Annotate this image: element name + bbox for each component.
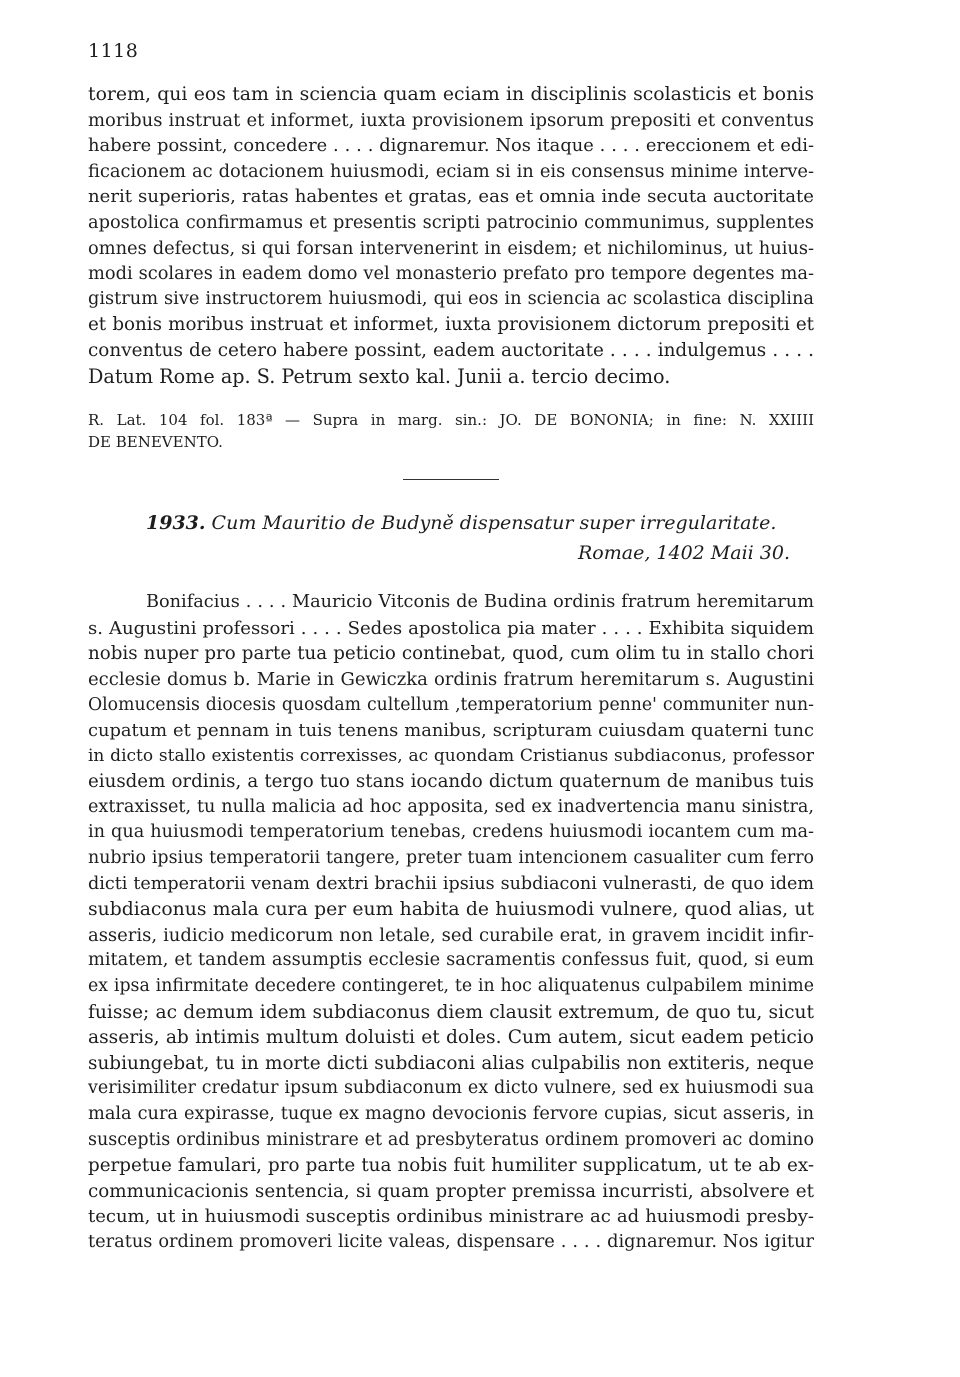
text-line: modi scolares in eadem domo vel monasterio prefato pro tempore degentes ma-	[88, 263, 814, 285]
text-line: ex ipsa infirmitate decedere contingeret, te in hoc aliquatenus culpabilem minime	[88, 976, 814, 997]
text-line: moribus instruat et informet, iuxta provisionem ipsorum prepositi et conventus	[88, 109, 814, 131]
text-line: cupatum et pennam in tuis tenens manibus, scripturam cuiusdam quaterni tunc	[88, 720, 814, 742]
text-line: Olomucensis diocesis quosdam cultellum ‚temperatorium penne' communiter nun-	[88, 694, 814, 715]
text-line: omnes defectus, si qui forsan intervenerint in eisdem; et nichilominus, ut huius-	[88, 237, 814, 259]
text-line: mala cura expirasse, tuque ex magno devocionis fervore cupias, sicut asseris, in	[88, 1104, 814, 1124]
text-line: Datum Rome ap. S. Petrum sexto kal. Junii a. tercio decimo.	[88, 364, 671, 388]
paragraph-document-text	[88, 590, 814, 1255]
page-number: 1118	[88, 40, 139, 62]
text-line: nerit superioris, ratas habentes et gratas, eas et omnia inde secuta auctoritate	[88, 186, 814, 208]
text-line: s. Augustini professori . . . . Sedes apostolica pia mater . . . . Exhibita siquidem	[88, 617, 814, 639]
text-line: tecum, ut in huiusmodi susceptis ordinibus ministrare ac ad huiusmodi presby-	[88, 1206, 814, 1228]
text-line: asseris, iudicio medicorum non letale, sed curabile erat, in gravem incidit infir-	[88, 924, 814, 946]
note-line: R. Lat. 104 fol. 183ª — Supra in marg. sin.: JO. DE BONONIA; in fine: N. XXIIII	[88, 411, 814, 430]
text-line: verisimiliter credatur ipsum subdiaconum ex dicto vulnere, sed ex huiusmodi sua	[88, 1078, 814, 1099]
text-line: et bonis moribus instruat et informet, iuxta provisionem dictorum prepositi et	[88, 314, 814, 336]
text-line: nobis nuper pro parte tua peticio continebat, quod, cum olim tu in stallo chori	[88, 643, 814, 665]
text-line: susceptis ordinibus ministrare et ad presbyteratus ordinem promoveri ac domino	[88, 1129, 814, 1150]
text-line: mitatem, et tandem assumptis ecclesie sacramentis confessus fuit, quod, si eum	[88, 950, 814, 971]
text-line: communicacionis sentencia, si quam propter premissa incurristi, absolvere et	[88, 1180, 814, 1202]
text-line: subdiaconus mala cura per eum habita de huiusmodi vulnere, quod alias, ut	[88, 899, 814, 921]
text-line: gistrum sive instructorem huiusmodi, qui eos in sciencia ac scolastica disciplina	[88, 288, 814, 309]
note-line: DE BENEVENTO.	[88, 433, 223, 452]
text-line: nubrio ipsius temperatorii tangere, preter tuam intencionem casualiter cum ferro	[88, 848, 814, 869]
text-line: dicti temperatorii venam dextri brachii ipsius subdiaconi vulnerasti, de quo idem	[88, 873, 814, 894]
text-line: fuisse; ac demum idem subdiaconus diem clausit extremum, de quo tu, sicut	[88, 1001, 814, 1023]
text-line: in qua huiusmodi temperatorium tenebas, credens huiusmodi iocantem cum ma-	[88, 822, 814, 843]
text-line: perpetue famulari, pro parte tua nobis fuit humiliter supplicatum, ut te ab ex-	[88, 1155, 814, 1177]
section-divider	[403, 479, 499, 480]
text-line: Bonifacius . . . . Mauricio Vitconis de Budina ordinis fratrum heremitarum	[146, 592, 814, 613]
document-heading	[88, 512, 814, 534]
text-line: eiusdem ordinis, a tergo tuo stans iocando dictum quaternum de manibus tuis	[88, 771, 814, 793]
text-line: torem, qui eos tam in sciencia quam eciam in disciplinis scolasticis et bonis	[88, 84, 814, 105]
text-line: teratus ordinem promoveri licite valeas, dispensare . . . . dignaremur. Nos igitur	[88, 1231, 814, 1252]
text-line: subiungebat, tu in morte dicti subdiaconi alias culpabilis non extiteris, neque	[88, 1052, 814, 1074]
source-note	[88, 409, 814, 453]
document-title: Cum Mauritio de Budyně dispensatur super irregularitate.	[211, 512, 777, 535]
text-line: ficacionem ac dotacionem huiusmodi, eciam si in eis consensus minime interve-	[88, 160, 814, 182]
document-place-date: Romae, 1402 Maii 30.	[578, 542, 790, 565]
text-line: extraxisset, tu nulla malicia ad hoc apposita, sed ex inadvertencia manu sinistra,	[88, 796, 814, 817]
paragraph-continuation	[88, 82, 814, 389]
text-line: ecclesie domus b. Marie in Gewiczka ordinis fratrum heremitarum s. Augustini	[88, 668, 814, 690]
text-line: habere possint, concedere . . . . dignaremur. Nos itaque . . . . ereccionem et edi-	[88, 135, 814, 157]
text-line: apostolica confirmamus et presentis scripti patrocinio communimus, supplentes	[88, 211, 814, 233]
text-line: asseris, ab intimis multum doluisti et doles. Cum autem, sicut eadem peticio	[88, 1027, 814, 1049]
text-line: in dicto stallo existentis correxisses, ac quondam Cristianus subdiaconus, professor	[88, 745, 814, 766]
document-number: 1933.	[146, 512, 206, 535]
text-line: conventus de cetero habere possint, eadem auctoritate . . . . indulgemus . . . .	[88, 339, 814, 361]
document-page	[88, 40, 814, 1256]
